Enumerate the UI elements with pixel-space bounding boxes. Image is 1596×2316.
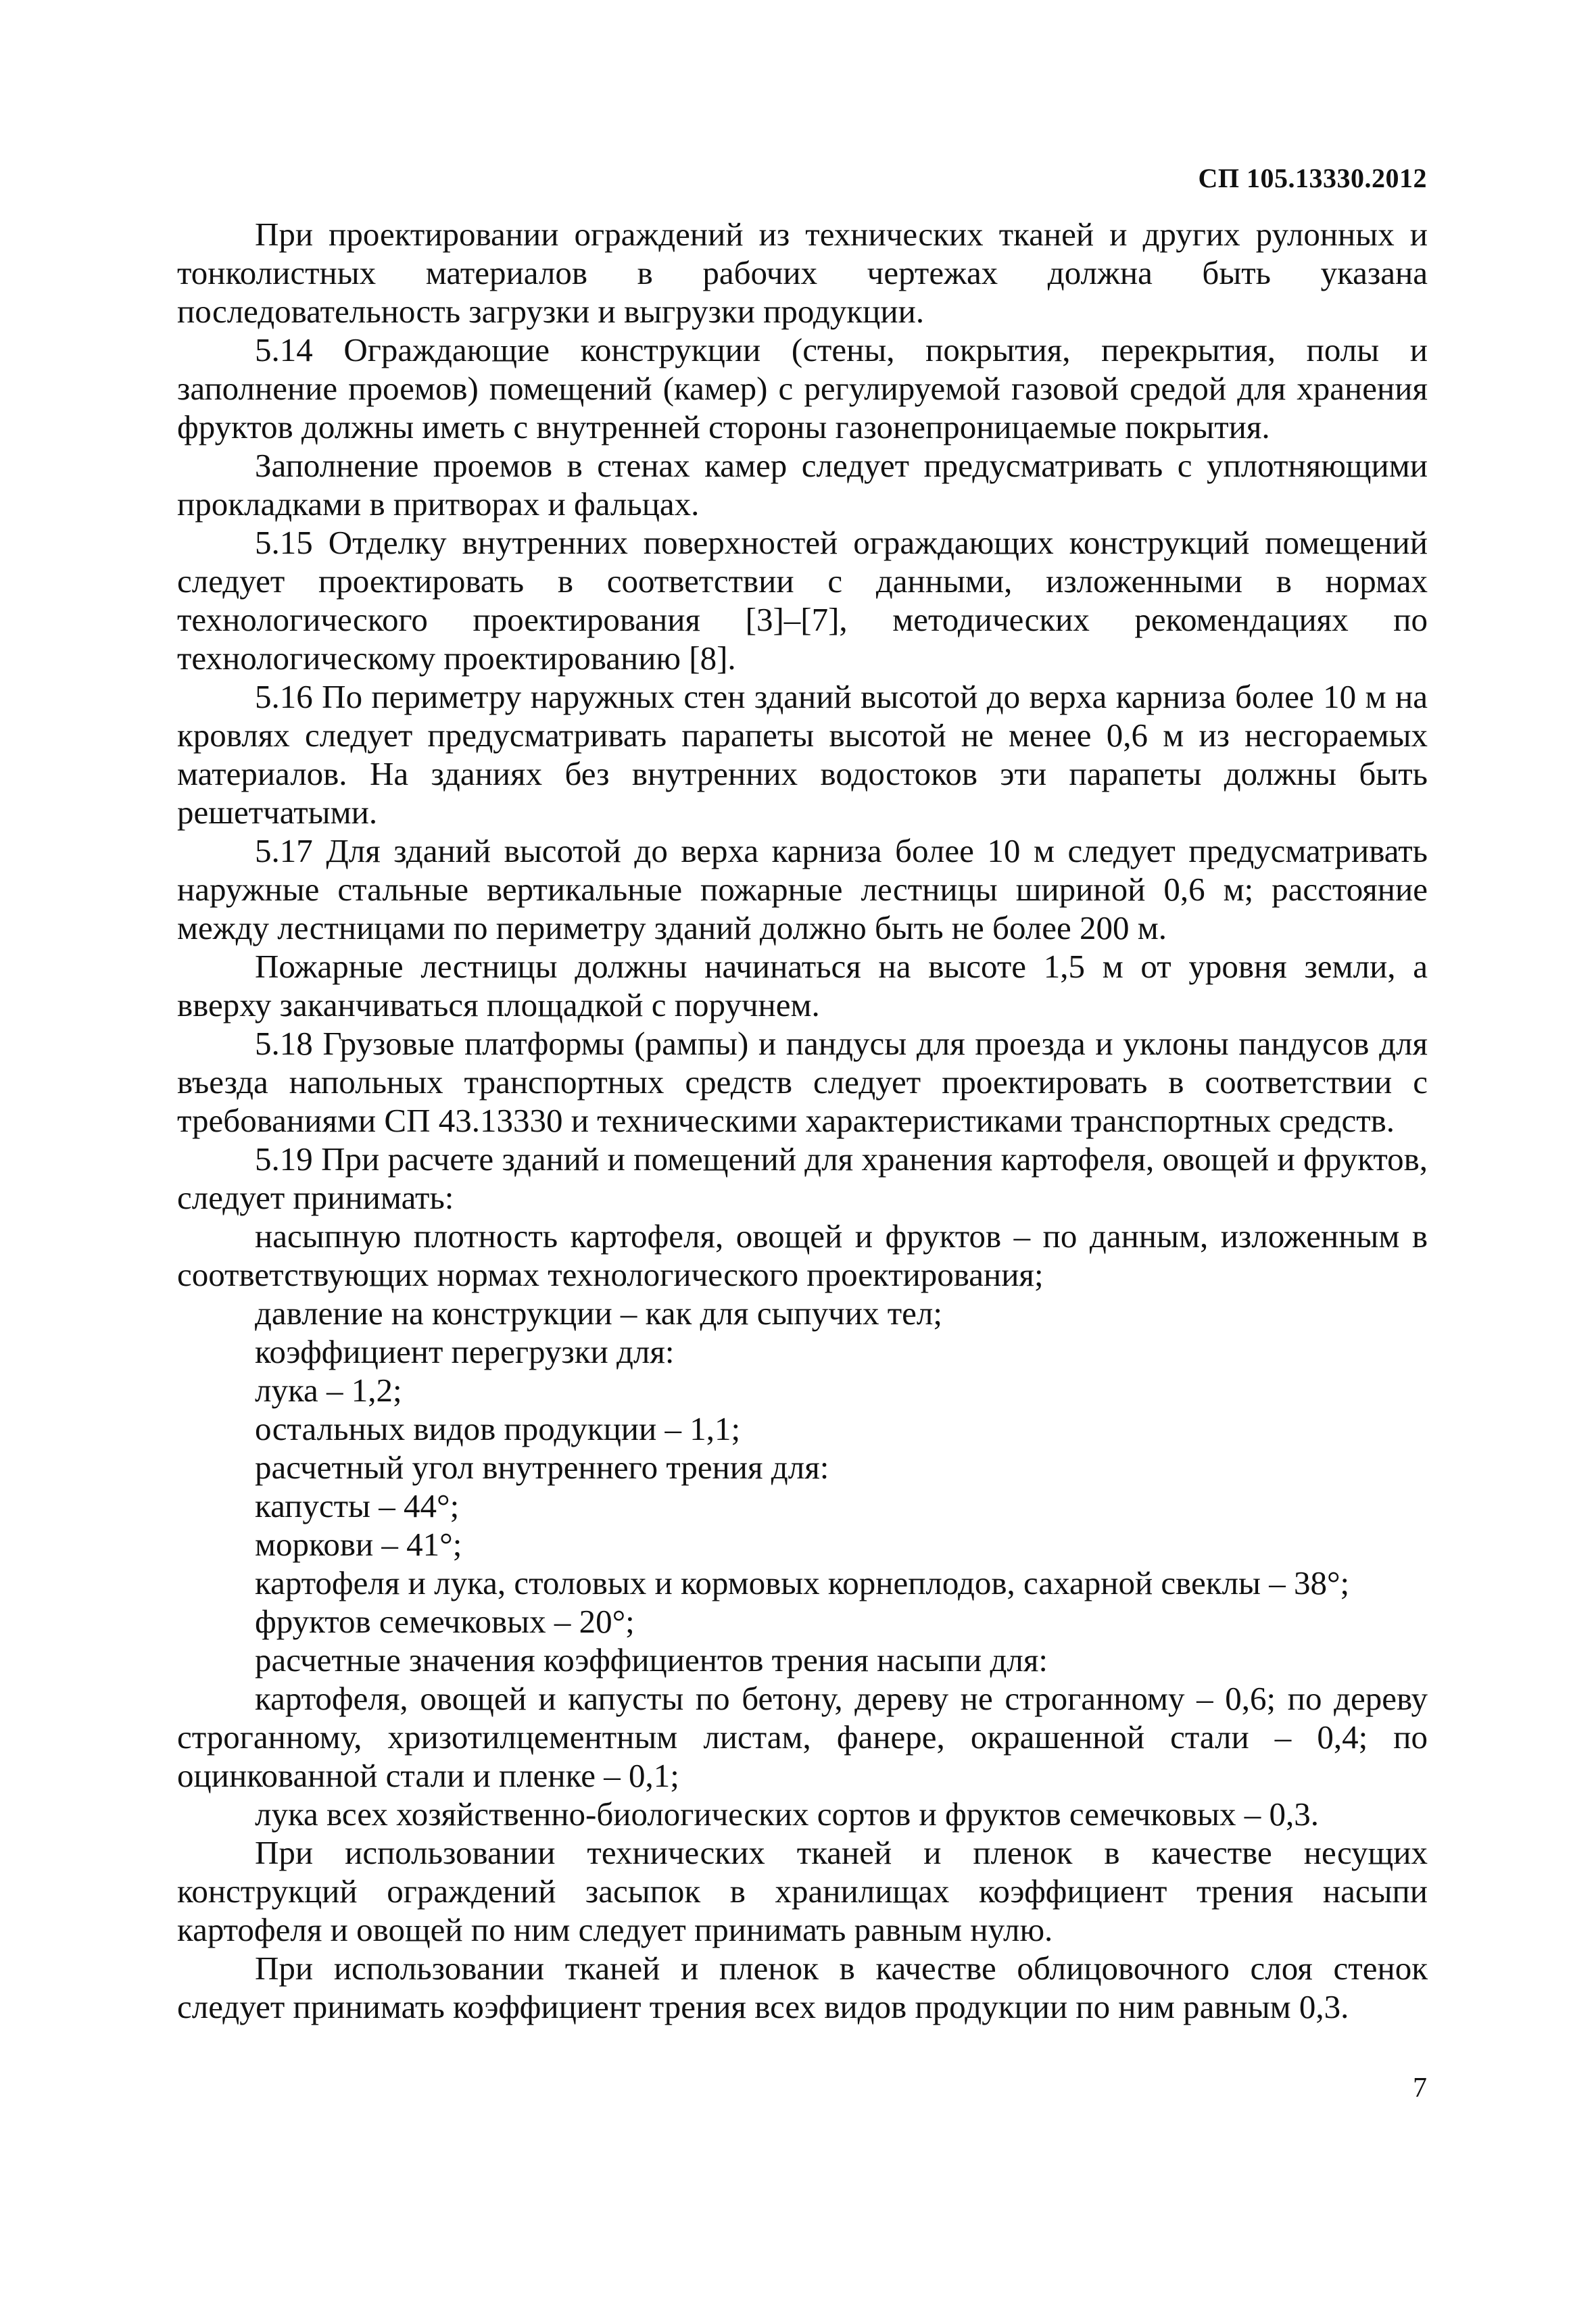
list-item: расчетные значения коэффициентов трения насыпи для: bbox=[255, 1641, 1048, 1679]
paragraph: Пожарные лестницы должны начинаться на высоте 1,5 м от уровня земли, а вверху заканчиваться площадкой с поручнем. bbox=[177, 948, 1428, 1023]
document-body bbox=[177, 215, 1428, 2026]
paragraph-5-19: 5.19 При расчете зданий и помещений для хранения картофеля, овощей и фруктов, следует принимать: bbox=[177, 1140, 1428, 1216]
paragraph-5-14: 5.14 Ограждающие конструкции (стены, покрытия, перекрытия, полы и заполнение проемов) помещений (камер) с регулируемой газовой средой для хранения фруктов должны иметь с внутренней стороны газонепроницаемые покрытия. bbox=[177, 331, 1428, 445]
paragraph: При использовании тканей и пленок в качестве облицовочного слоя стенок следует принимать коэффициент трения всех видов продукции по ним равным 0,3. bbox=[177, 1950, 1428, 2025]
list-item: капусты – 44°; bbox=[255, 1487, 460, 1524]
list-item: давление на конструкции – как для сыпучих тел; bbox=[255, 1295, 942, 1332]
list-item: коэффициент перегрузки для: bbox=[255, 1333, 675, 1370]
paragraph: Заполнение проемов в стенах камер следует предусматривать с уплотняющими прокладками в притворах и фальцах. bbox=[177, 447, 1428, 523]
list-item: расчетный угол внутреннего трения для: bbox=[255, 1449, 829, 1486]
list-item: фруктов семечковых – 20°; bbox=[255, 1603, 635, 1640]
page-number: 7 bbox=[1413, 2073, 1427, 2104]
list-item: моркови – 41°; bbox=[255, 1526, 462, 1563]
paragraph: При использовании технических тканей и пленок в качестве несущих конструкций ограждений засыпок в хранилищах коэффициент трения насыпи картофеля и овощей по ним следует принимать равным нулю. bbox=[177, 1834, 1428, 1948]
list-item: картофеля и лука, столовых и кормовых корнеплодов, сахарной свеклы – 38°; bbox=[255, 1564, 1350, 1601]
paragraph-5-15: 5.15 Отделку внутренних поверхностей ограждающих конструкций помещений следует проектировать в соответствии с данными, изложенными в нормах технологического проектирования [3]–[7], методических рекомендациях по технологическому проектированию [8]. bbox=[177, 524, 1428, 677]
paragraph-5-18: 5.18 Грузовые платформы (рампы) и пандусы для проезда и уклоны пандусов для въезда напольных транспортных средств следует проектировать в соответствии с требованиями СП 43.13330 и техническими характеристиками транспортных средств. bbox=[177, 1025, 1428, 1139]
list-item: картофеля, овощей и капусты по бетону, дереву не строганному – 0,6; по дереву строганному, хризотилцементным листам, фанере, окрашенной стали – 0,4; по оцинкованной стали и пленке – 0,1; bbox=[177, 1680, 1428, 1794]
document-code-header: СП 105.13330.2012 bbox=[1198, 163, 1427, 193]
list-item: насыпную плотность картофеля, овощей и фруктов – по данным, изложенным в соответствующих нормах технологического проектирования; bbox=[177, 1217, 1428, 1293]
paragraph-5-16: 5.16 По периметру наружных стен зданий высотой до верха карниза более 10 м на кровлях следует предусматривать парапеты высотой не менее 0,6 м из несгораемых материалов. На зданиях без внутренних водостоков эти парапеты должны быть решетчатыми. bbox=[177, 678, 1428, 831]
paragraph-5-17: 5.17 Для зданий высотой до верха карниза более 10 м следует предусматривать наружные стальные вертикальные пожарные лестницы шириной 0,6 м; расстояние между лестницами по периметру зданий должно быть не более 200 м. bbox=[177, 832, 1428, 946]
list-item: лука всех хозяйственно-биологических сортов и фруктов семечковых – 0,3. bbox=[255, 1795, 1320, 1833]
paragraph: При проектировании ограждений из технических тканей и других рулонных и тонколистных материалов в рабочих чертежах должна быть указана последовательность загрузки и выгрузки продукции. bbox=[177, 216, 1428, 330]
list-item: лука – 1,2; bbox=[255, 1372, 402, 1409]
list-item: остальных видов продукции – 1,1; bbox=[255, 1410, 741, 1447]
